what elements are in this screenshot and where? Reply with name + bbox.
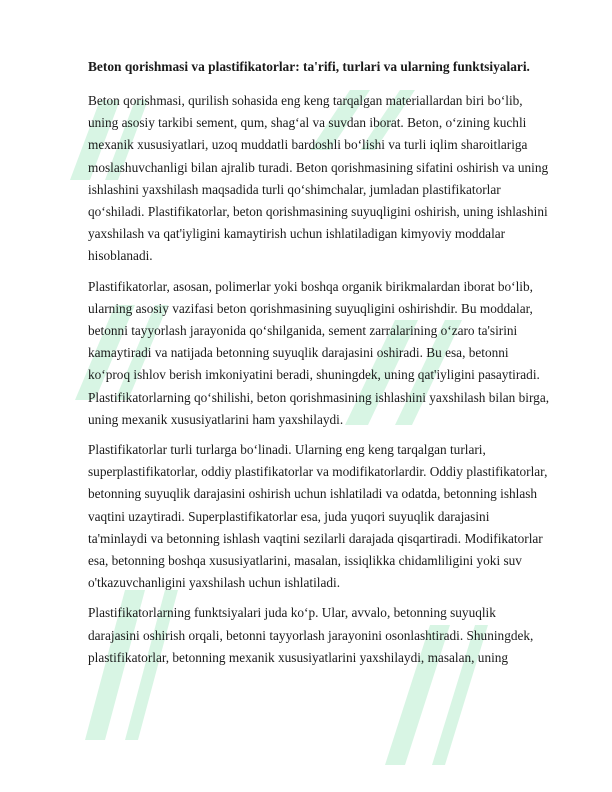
paragraph: Beton qorishmasi, qurilish sohasida eng keng tarqalgan materiallardan biri bo‘lib, uning asosiy tarkibi sement, qum, shag‘al va suvdan iborat. Beton, o‘zining kuchli mexanik xususiyatlari, uzoq muddatli bardoshli bo‘lishi va turli iqlim sharoitlariga moslashuvchanligi bilan ajralib turadi. Beton qorishmasining sifatini oshirish va uning ishlashini yaxshilash maqsadida turli qo‘shimchalar, jumladan plastifikatorlar qo‘shiladi. Plastifikatorlar, beton qorishmasining suyuqligini oshirish, uning ishlashini yaxshilash va qat'iyligini kamaytirish uchun ishlatiladigan kimyoviy moddalar hisoblanadi. — [88, 93, 549, 264]
document-content — [88, 58, 550, 677]
paragraph: Plastifikatorlarning funktsiyalari juda ko‘p. Ular, avvalo, betonning suyuqlik darajasini oshirish orqali, betonni tayyorlash jarayonini osonlashtiradi. Shuningdek, plastifikatorlar, betonning mexanik xususiyatlarini yaxshilaydi, masalan, uning — [88, 605, 534, 665]
document-title: Beton qorishmasi va plastifikatorlar: ta'rifi, turlari va ularning funktsiyalari. — [88, 59, 530, 74]
paragraph: Plastifikatorlar turli turlarga bo‘linadi. Ularning eng keng tarqalgan turlari, superplastifikatorlar, oddiy plastifikatorlar va modifikatorlardir. Oddiy plastifikatorlar, betonning suyuqlik darajasini oshirish uchun ishlatiladi va odatda, betonning ishlash vaqtini uzaytiradi. Superplastifikatorlar esa, juda yuqori suyuqlik darajasini ta'minlaydi va betonning ishlash vaqtini sezilarli darajada qisqartiradi. Modifikatorlar esa, betonning boshqa xususiyatlarini, masalan, issiqlikka chidamliligini yoki suv o'tkazuvchanligini yaxshilash uchun ishlatiladi. — [88, 442, 548, 591]
paragraph: Plastifikatorlar, asosan, polimerlar yoki boshqa organik birikmalardan iborat bo‘lib, ularning asosiy vazifasi beton qorishmasining suyuqligini oshirishdir. Bu moddalar, betonni tayyorlash jarayonida qo‘shilganida, sement zarralarining o‘zaro ta'sirini kamaytiradi va natijada betonning suyuqlik darajasini oshiradi. Bu esa, betonni ko‘proq ishlov berish imkoniyatini beradi, shuningdek, uning qat'iyligini pasaytiradi. Plastifikatorlarning qo‘shilishi, beton qorishmasining ishlashini yaxshilash bilan birga, uning mexanik xususiyatlarini ham yaxshilaydi. — [88, 278, 550, 427]
